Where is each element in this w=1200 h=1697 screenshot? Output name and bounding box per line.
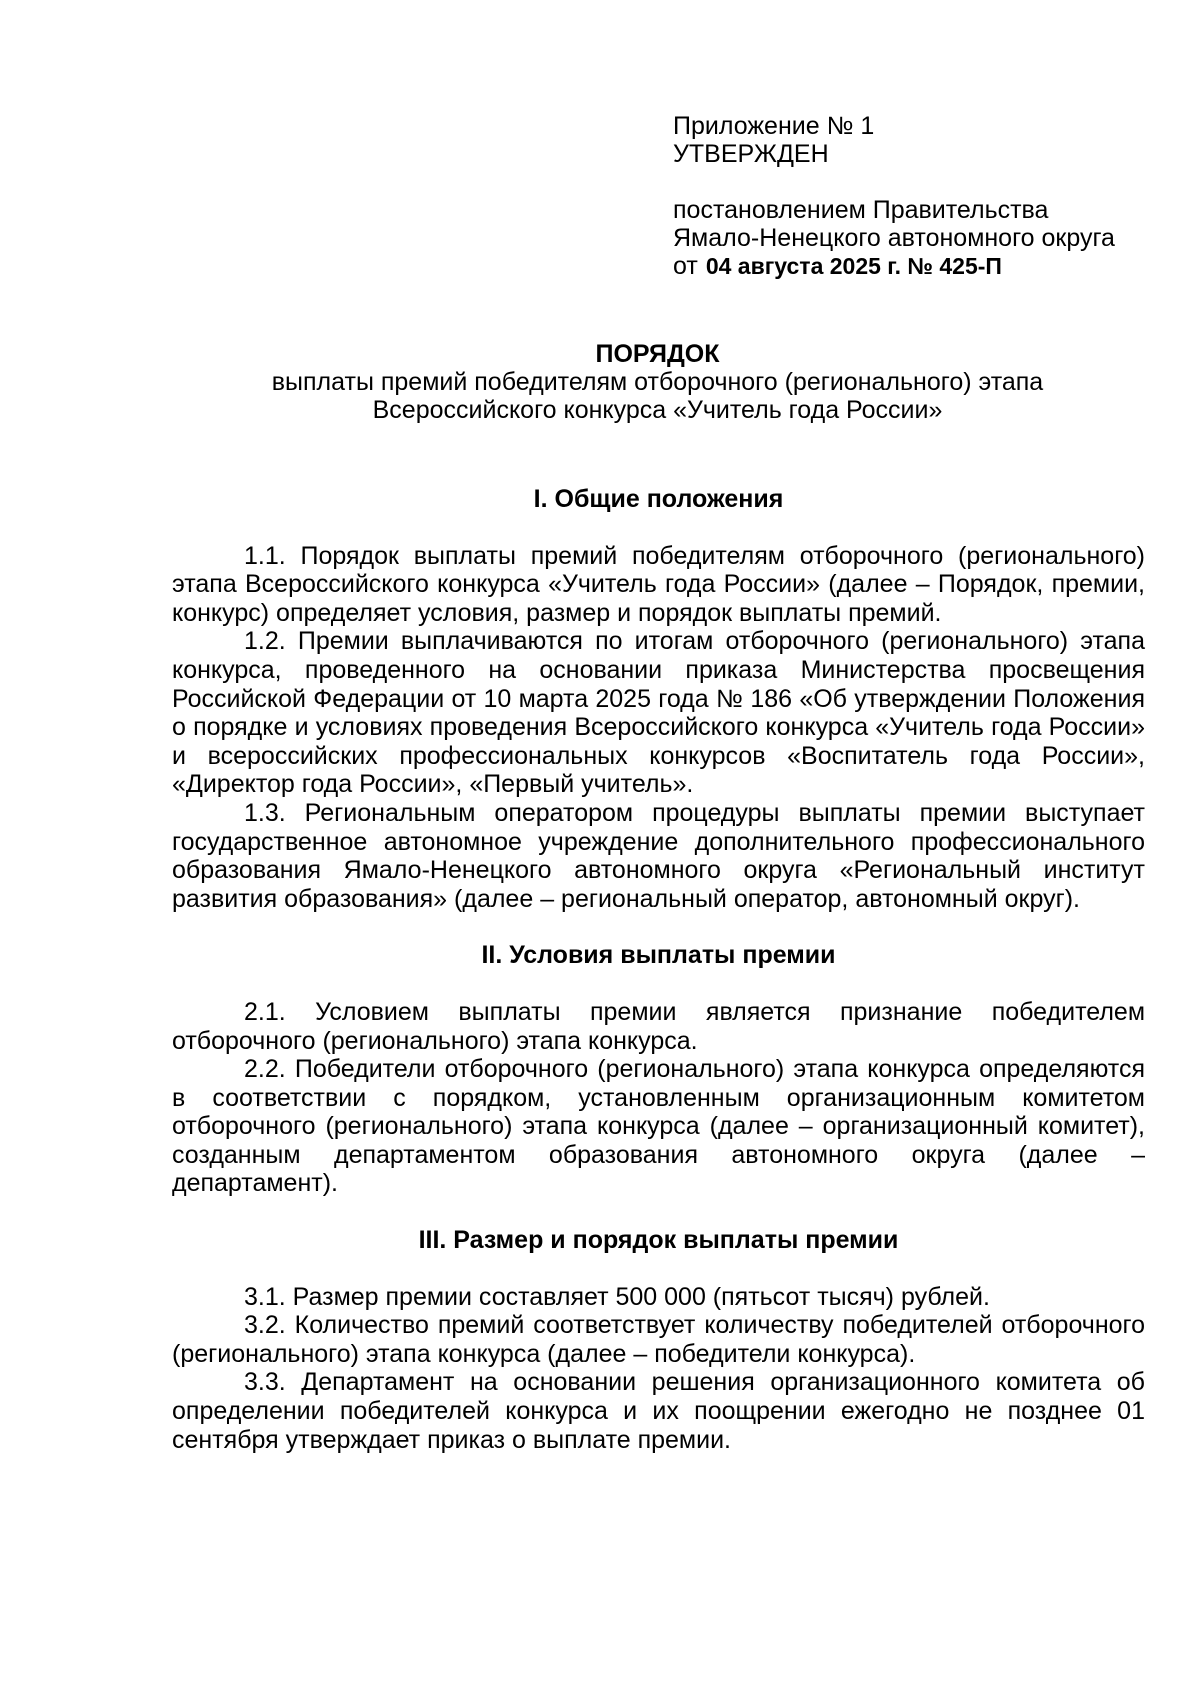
decree-line-2: Ямало-Ненецкого автономного округа [673, 224, 1115, 252]
title-subline-2: Всероссийского конкурса «Учитель года России» [372, 396, 943, 424]
paragraph-3-1: 3.1. Размер премии составляет 500 000 (пятьсот тысяч) рублей. [244, 1282, 990, 1311]
appendix-label: Приложение № 1 [673, 112, 875, 140]
decree-date-line [673, 252, 1173, 280]
approved-label: УТВЕРЖДЕН [673, 140, 829, 168]
decree-line-1: постановлением Правительства [673, 196, 1049, 224]
paragraph-1-2: 1.2. Премии выплачиваются по итогам отборочного (регионального) этапа конкурса, проведенного на основании приказа Министерства просвещения Российской Федерации от 10 марта 2025 года № 186 «Об утверждении Положения о порядке и условиях проведения Всероссийского конкурса «Учитель года России» и всероссийских профессиональных конкурсов «Воспитатель года России», «Директор года России», «Первый учитель». [172, 627, 1145, 799]
paragraph-2-2: 2.2. Победители отборочного (регионального) этапа конкурса определяются в соответствии с порядком, установленным организационным комитетом отборочного (регионального) этапа конкурса (далее – организационный комитет), созданным департаментом образования автономного округа (далее – департамент). [172, 1055, 1145, 1198]
section-heading-3: III. Размер и порядок выплаты премии [418, 1226, 899, 1255]
title-subline-1: выплаты премий победителям отборочного (регионального) этапа [271, 368, 1044, 396]
document-title: ПОРЯДОК [595, 340, 720, 368]
section-heading-1: I. Общие положения [533, 485, 784, 513]
approval-block [673, 112, 1173, 280]
paragraph-1-3: 1.3. Региональным оператором процедуры выплаты премии выступает государственное автономное учреждение дополнительного профессионального образования Ямало-Ненецкого автономного округа «Региональный институт развития образования» (далее – региональный оператор, автономный округ). [172, 798, 1145, 913]
section-heading-2: II. Условия выплаты премии [481, 941, 836, 970]
paragraph-3-3: 3.3. Департамент на основании решения организационного комитета об определении победителей конкурса и их поощрении ежегодно не позднее 01 сентября утверждает приказ о выплате премии. [172, 1368, 1145, 1454]
decree-date-number: 04 августа 2025 г. № 425-П [705, 253, 1002, 279]
paragraph-3-2: 3.2. Количество премий соответствует количеству победителей отборочного (регионального) этапа конкурса (далее – победители конкурса). [172, 1311, 1145, 1368]
paragraph-1-1: 1.1. Порядок выплаты премий победителям отборочного (регионального) этапа Всероссийского конкурса «Учитель года России» (далее – Порядок, премии, конкурс) определяет условия, размер и порядок выплаты премий. [172, 541, 1145, 627]
date-prefix: от [673, 252, 698, 280]
paragraph-2-1: 2.1. Условием выплаты премии является признание победителем отборочного (регионального) этапа конкурса. [172, 997, 1145, 1055]
document-title-block [170, 340, 1145, 424]
document-body [172, 485, 1145, 1454]
